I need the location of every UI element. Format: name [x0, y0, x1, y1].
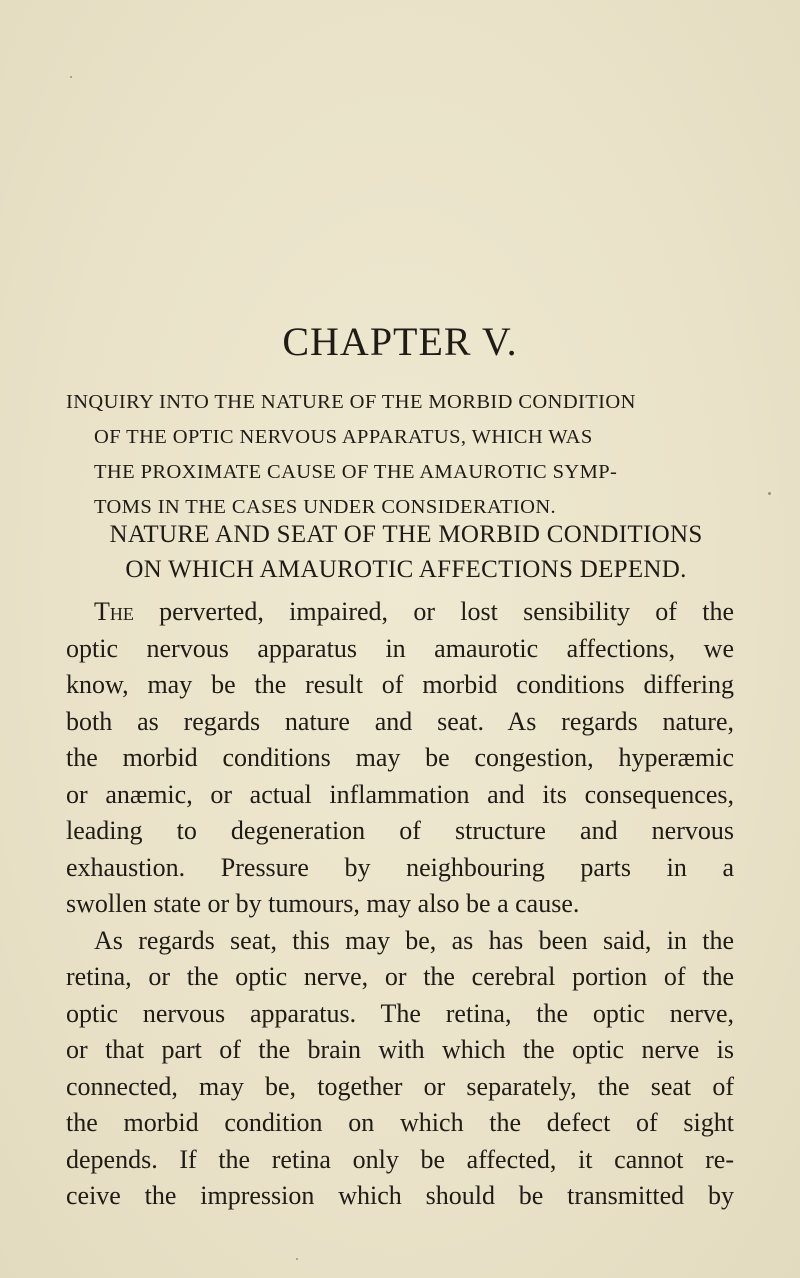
paragraph-line: know, may be the result of morbid conditions differing — [66, 670, 734, 699]
paragraph-line: the morbid condition on which the defect of sight — [66, 1108, 734, 1137]
paragraph-line: retina, or the optic nerve, or the cerebral portion of the — [66, 962, 734, 991]
paragraph-line: both as regards nature and seat. As regards nature, — [66, 706, 734, 736]
section-heading — [66, 517, 746, 587]
paragraph-line: ceive the impression which should be transmitted by — [66, 1181, 734, 1210]
subtitle-line: TOMS IN THE CASES UNDER CONSIDERATION. — [94, 496, 557, 518]
paper-speck — [296, 1258, 298, 1260]
paragraph-line: swollen state or by tumours, may also be a cause. — [66, 889, 580, 918]
paper-speck — [768, 492, 771, 495]
paragraph-line: leading to degeneration of structure and nervous — [66, 816, 734, 845]
subtitle-line: OF THE OPTIC NERVOUS APPARATUS, WHICH WAS — [94, 426, 593, 448]
chapter-subtitle — [66, 385, 756, 525]
paragraph-line: or that part of the brain with which the optic nerve is — [66, 1035, 734, 1064]
paragraph-line: connected, may be, together or separately, the seat of — [66, 1071, 734, 1101]
paragraph-line: depends. If the retina only be affected, it cannot re- — [66, 1144, 734, 1174]
paragraph-line: or anæmic, or actual inflammation and its consequences, — [66, 779, 734, 809]
section-heading-line: NATURE AND SEAT OF THE MORBID CONDITIONS — [109, 521, 703, 548]
paper-speck — [70, 76, 72, 78]
paragraph-line — [66, 594, 734, 631]
section-heading-line: ON WHICH AMAUROTIC AFFECTIONS DEPEND. — [125, 556, 687, 583]
subtitle-line: THE PROXIMATE CAUSE OF THE AMAUROTIC SYMP- — [94, 461, 618, 483]
paragraph-line-rest: perverted, impaired, or lost sensibility of the — [133, 597, 734, 626]
drop-word: The — [94, 597, 134, 626]
paragraph-line: optic nervous apparatus. The retina, the optic nerve, — [66, 998, 734, 1028]
subtitle-line: INQUIRY INTO THE NATURE OF THE MORBID CONDITION — [66, 391, 636, 413]
paragraph-line: optic nervous apparatus in amaurotic affections, we — [66, 633, 734, 663]
paragraph-line: the morbid conditions may be congestion, hyperæmic — [66, 743, 734, 772]
paragraph-line: As regards seat, this may be, as has been said, in the — [94, 925, 734, 955]
body-text — [66, 594, 734, 1215]
paragraph-line: exhaustion. Pressure by neighbouring parts in a — [66, 852, 734, 882]
chapter-title: CHAPTER V. — [282, 319, 518, 364]
